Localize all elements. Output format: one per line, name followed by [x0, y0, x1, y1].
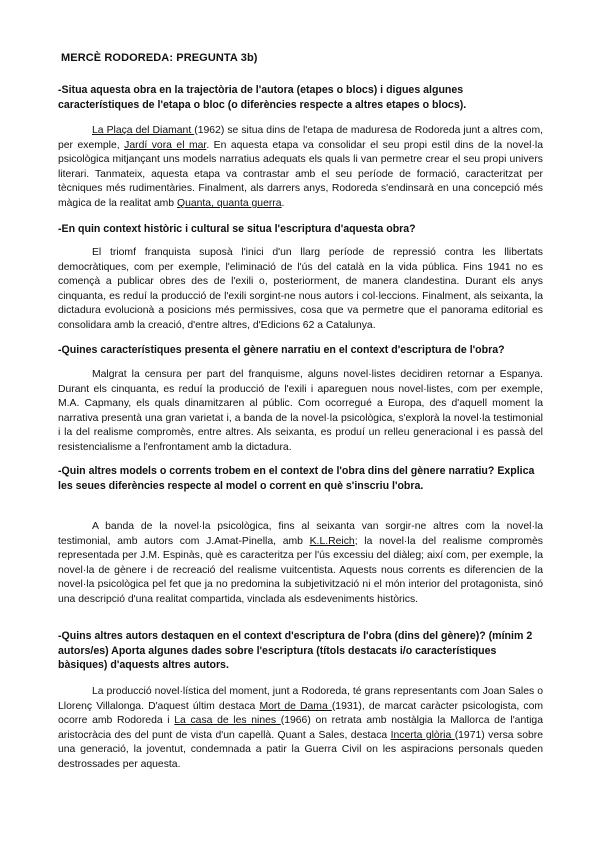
answer-text: (1971) versa sobre una generació, la joventut, condemnada a patir la Guerra Civil on les aspiracions personals queden destrossades per aquesta. — [58, 729, 543, 770]
underlined-title: Incerta glòria — [390, 729, 455, 741]
answer-text: El triomf franquista suposà l'inici d'un llarg període de repressió contra les llibertats democràtiques, com per exemple, l'eliminació de l'ús del català en la vida pública. Fins 1941 no es començà a publicar obres des de l'exili o, posteriorment, de manera clandestina. Durant els anys cinquanta, es reduí la producció de l'exili sorgint-ne nous autors i col·leccions. Finalment, als seixanta, la dictadura evolucionà a posicions més permissives, cosa que va permetre que el panorama editorial es consolidara amb la creació, d'entre altres, d'Edicions 62 a Catalunya. — [58, 247, 543, 331]
underlined-title: Mort de Dama — [259, 700, 332, 712]
page-title: MERCÈ RODOREDA: PREGUNTA 3b) — [61, 52, 258, 64]
answer-text: (1962) se situa dins de l'etapa de maduresa de Rodoreda junt a altres com, per exemple, — [58, 125, 543, 151]
answer-text: ; la novel·la del realisme compromès representada per J.M. Espinàs, què es caracteritza per l'ús excessiu del diàleg; així com, per exemple, la novel·la de gènere i de recreació del realisme vuitcentista. Aquests nous corrents es diferencien de la novel·la psicològica pel fet que ja no predomina la subjetivització ni el món interior del protagonista, sinó una descripció d'una realitat compartida, vinclada als esdeveniments històrics. — [58, 535, 544, 605]
question-5: -Quins altres autors destaquen en el context d'escriptura de l'obra (dins del gènere)? (mínim 2 autors/es) Aporta algunes dades sobre l'escriptura (títols destacats i/o característiques bàsiques) d'aquests altres autors. — [58, 630, 533, 672]
underlined-title: La Plaça del Diamant — [92, 125, 195, 136]
question-4: -Quin altres models o corrents trobem en el context de l'obra dins del gènere narratiu? Explica les seues diferències respecte al model o corrent en què s'inscriu l'obra. — [58, 465, 535, 492]
answer-5 — [58, 685, 543, 773]
answer-3 — [58, 368, 543, 456]
answer-text: La producció novel·lística del moment, junt a Rodoreda, té grans representants com Joan Sales o Llorenç Villalonga. D'aquest últim destaca — [58, 686, 543, 712]
question-2: -En quin context històric i cultural se situa l'escriptura d'aquesta obra? — [58, 223, 416, 235]
answer-text: Malgrat la censura per part del franquisme, alguns novel·listes decidiren retornar a Espanya. Durant els cinquanta, es reduí la producció de l'exili i apareguen nous novel·listes, com per exemple, M.A. Capmany, els quals dinamitzaren al públic. Com ocorregué a Europa, des d'aquell moment la narrativa presentà una gran varietat i, a banda de la novel·la psicològica, s'explorà la novel·la testimonial i la del realisme compromès, entre altres. Als seixanta, es produí un relleu generacional i es passà del resistencialisme a l'enfrontament amb la dictadura. — [58, 369, 543, 453]
answer-text: (1931), de marcat caràcter psicologista, com ocorre amb Rodoreda i — [58, 700, 543, 727]
answer-text: (1966) on retrata amb nostàlgia la Mallorca de l'antiga aristocràcia des del punt de vista d'un capellà. Quant a Sales, destaca — [58, 715, 543, 741]
question-1: -Situa aquesta obra en la trajectòria de l'autora (etapes o blocs) i digues algunes característiques de l'etapa o bloc (o diferències respecte a altres etapes o blocs). — [58, 84, 467, 111]
question-3: -Quines característiques presenta el gènere narratiu en el context d'escriptura de l'obra? — [58, 344, 505, 356]
answer-4 — [58, 520, 543, 608]
underlined-title: La casa de les nines — [174, 715, 281, 727]
answer-text: A banda de la novel·la psicològica, fins al seixanta van sorgir-ne altres com la novel·la testimonial, amb autors com J.Amat-Pinella, amb — [58, 521, 543, 547]
answer-1 — [58, 124, 543, 212]
underlined-title: Quanta, quanta guerra — [176, 197, 282, 209]
underlined-title: K.L.Reich — [309, 535, 355, 547]
answer-2 — [58, 246, 543, 334]
answer-text: . — [281, 197, 285, 209]
answer-text: . En aquesta etapa va consolidar el seu propi estil dins de la novel·la psicològica mitjançant uns models narratius adequats els quals li van permetre crear el seu propi univers literari. Tanmateix, aquesta etapa va contrastar amb el seu període de formació, caracteritzat per tècniques més rudimentàries. Finalment, als darrers anys, Rodoreda s'endinsarà en una concepció més màgica de la realitat amb — [58, 139, 543, 209]
underlined-title: Jardí vora el mar — [124, 139, 207, 151]
